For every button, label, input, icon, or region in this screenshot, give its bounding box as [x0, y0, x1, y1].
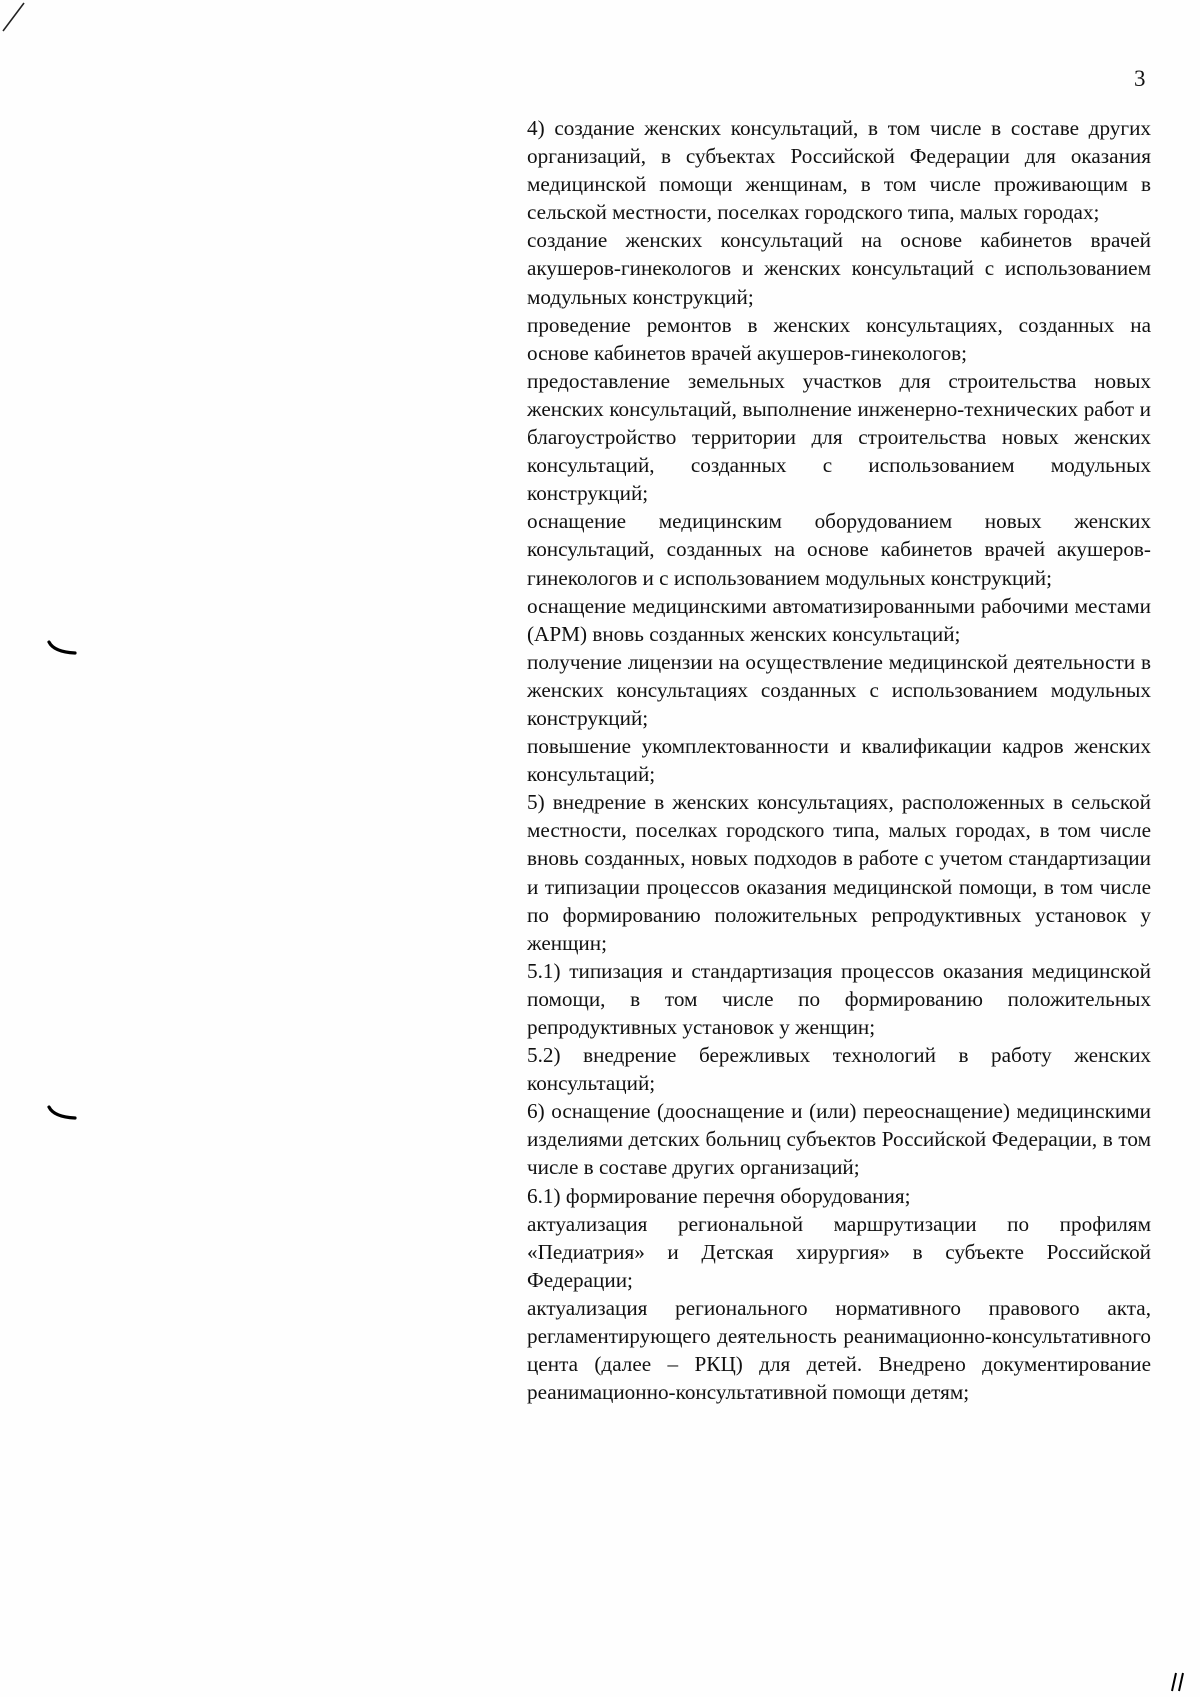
paragraph: актуализация регионального нормативного правового акта, регламентирующего деятельность реанимационно-консультативного цента (далее – РКЦ) для детей. Внедрено документирование реанимационно-консультативной помощи детям; [527, 1295, 1151, 1405]
paragraph: проведение ремонтов в женских консультациях, созданных на основе кабинетов врачей акушеров-гинекологов; [527, 312, 1151, 365]
paragraph: оснащение медицинским оборудованием новых женских консультаций, созданных на основе кабинетов врачей акушеров-гинекологов и с использованием модульных конструкций; [527, 509, 1151, 590]
page-number: 3 [1134, 66, 1146, 91]
paragraph: 6.1) формирование перечня оборудования; [527, 1183, 911, 1208]
paragraph: оснащение медицинскими автоматизированными рабочими местами (АРМ) вновь созданных женских консультаций; [527, 593, 1151, 646]
corner-mark [1170, 1671, 1186, 1693]
paragraph: получение лицензии на осуществление медицинской деятельности в женских консультациях созданных с использованием модульных конструкций; [527, 649, 1151, 730]
paragraph: создание женских консультаций на основе кабинетов врачей акушеров-гинекологов и женских консультаций с использованием модульных конструкций; [527, 228, 1151, 309]
paragraph: предоставление земельных участков для строительства новых женских консультаций, выполнение инженерно-технических работ и благоустройство территории для строительства новых женских консультаций, созданных с использованием модульных конструкций; [527, 368, 1151, 506]
corner-pen-stroke [0, 0, 30, 34]
punch-hole-mark-upper [46, 640, 78, 658]
document-body [527, 114, 1151, 1406]
paragraph: 6) оснащение (дооснащение и (или) переоснащение) медицинскими изделиями детских больниц субъектов Российской Федерации, в том числе в составе других организаций; [527, 1099, 1151, 1180]
paragraph: 4) создание женских консультаций, в том числе в составе других организаций, в субъектах Российской Федерации для оказания медицинской помощи женщинам, в том числе проживающим в сельской местности, поселках городского типа, малых городах; [527, 116, 1151, 225]
punch-hole-mark-lower [46, 1105, 78, 1123]
paragraph: повышение укомплектованности и квалификации кадров женских консультаций; [527, 734, 1151, 787]
paragraph: 5.2) внедрение бережливых технологий в работу женских консультаций; [527, 1043, 1151, 1096]
paragraph: 5.1) типизация и стандартизация процессов оказания медицинской помощи, в том числе по формированию положительных репродуктивных установок у женщин; [527, 958, 1151, 1039]
paragraph: 5) внедрение в женских консультациях, расположенных в сельской местности, поселках городского типа, малых городах, в том числе вновь созданных, новых подходов в работе с учетом стандартизации и типизации процессов оказания медицинской помощи, в том числе по формированию положительных репродуктивных установок у женщин; [527, 790, 1151, 955]
paragraph: актуализация региональной маршрутизации по профилям «Педиатрия» и Детская хирургия» в субъекте Российской Федерации; [527, 1211, 1151, 1292]
